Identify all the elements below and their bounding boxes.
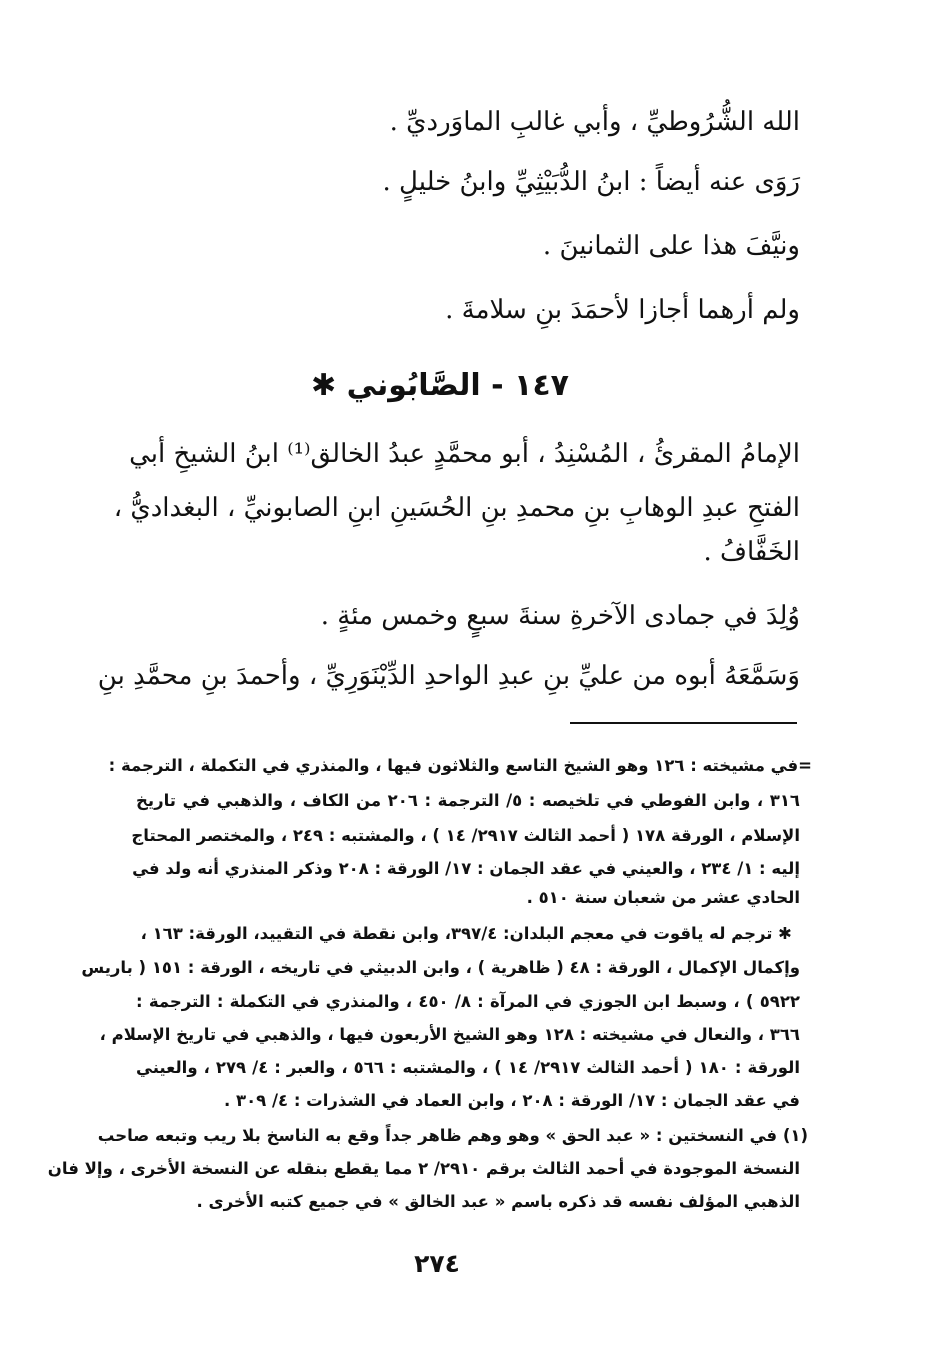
footnote-line: ✱ ترجم له ياقوت في معجم البلدان: ٣٩٧/٤، وابن نقطة في التقييد، الورقة: ١٦٣ ، [140, 924, 792, 943]
footnote-line: النسخة الموجودة في أحمد الثالث برقم ٢٩١٠/ ٢ مما يقطع بنقله عن النسخة الأخرى ، وإلا فان [47, 1159, 800, 1178]
footnote-line: (١) في النسختين : « عبد الحق » وهو وهم ظاهر جداً وقع به الناسخ بلا ريب وتبعه صاحب [97, 1126, 808, 1145]
text-line: رَوَى عنه أيضاً : ابنُ الدُّبَيْثِيِّ وابنُ خليلٍ . [382, 167, 800, 197]
footnote-line: في عقد الجمان : ١٧/ الورقة : ٢٠٨ ، وابن العماد في الشذرات : ٤/ ٣٠٩ . [223, 1091, 800, 1110]
page-number: ٢٧٤ [414, 1249, 460, 1278]
footnote-line: الورقة : ١٨٠ ( أحمد الثالث ٢٩١٧/ ١٤ ) ، والمشتبه : ٥٦٦ ، والعبر : ٤/ ٢٧٩ ، والعيني [136, 1058, 801, 1077]
text-line: ونيَّفَ هذا على الثمانينَ . [542, 231, 800, 261]
text-line: الخَفَّافُ . [703, 537, 800, 567]
text-line: وَسَمَّعَهُ أبوه من عليِّ بنِ عبدِ الواحدِ الدِّيْنَوَرِيِّ ، وأحمدَ بنِ محمَّدِ بنِ [97, 661, 800, 691]
footnote-line: الحادي عشر من شعبان سنة ٥١٠ . [526, 888, 800, 907]
footnote-line: وإكمال الإكمال ، الورقة : ٤٨ ( ظاهرية ) ، وابن الدبيثي في تاريخه ، الورقة : ١٥١ ( باريس [81, 958, 800, 977]
footnote-line: =في مشيخته : ١٢٦ وهو الشيخ التاسع والثلاثون فيها ، والمنذري في التكملة ، الترجمة : [108, 756, 812, 775]
footnote-line: الإسلام ، الورقة ١٧٨ ( أحمد الثالث ٢٩١٧/ ١٤ ) ، والمشتبه : ٢٤٩ ، والمختصر المحتاج [131, 826, 800, 845]
text-line: الفتحِ عبدِ الوهابِ بنِ محمدِ بنِ الحُسَينِ ابنِ الصابونيِّ ، البغداديُّ ، [113, 493, 800, 523]
footnote-line: ٣٦٦ ، والنعال في مشيخته : ١٢٨ وهو الشيخ الأربعون فيها ، والذهبي في تاريخ الإسلام ، [99, 1025, 800, 1044]
text-line: ولم أرهما أجازا لأحمَدَ بنِ سلامةَ . [445, 295, 800, 325]
footnote-separator [570, 722, 797, 724]
footnote-line: إليه : ١/ ٢٣٤ ، والعيني في عقد الجمان : ١٧/ الورقة : ٢٠٨ وذكر المنذري أنه ولد في [132, 859, 800, 878]
text-line: الله الشُّرُوطيِّ ، وأبي غالبِ الماوَرديِّ . [389, 107, 800, 137]
text-line: الإمامُ المقرئُ ، المُسْنِدُ ، أبو محمَّدٍ عبدُ الخالق⁽¹⁾ ابنُ الشيخِ أبي [129, 439, 800, 469]
entry-heading: ١٤٧ - الصَّابُوني ✱ [311, 368, 569, 403]
footnote-line: ٥٩٢٢ ) ، وسبط ابن الجوزي في المرآة : ٨/ ٤٥٠ ، والمنذري في التكملة : الترجمة : [136, 992, 800, 1011]
footnote-line: ٣١٦ ، وابن الفوطي في تلخيصه : ٥/ الترجمة : ٢٠٦ من الكاف ، والذهبي في تاريخ [136, 791, 800, 810]
text-line: وُلِدَ في جمادى الآخرةِ سنةَ سبعٍ وخمس مئةٍ . [320, 601, 800, 631]
footnote-line: الذهبي المؤلف نفسه قد ذكره باسم « عبد الخالق » في جميع كتبه الأخرى . [196, 1192, 800, 1211]
